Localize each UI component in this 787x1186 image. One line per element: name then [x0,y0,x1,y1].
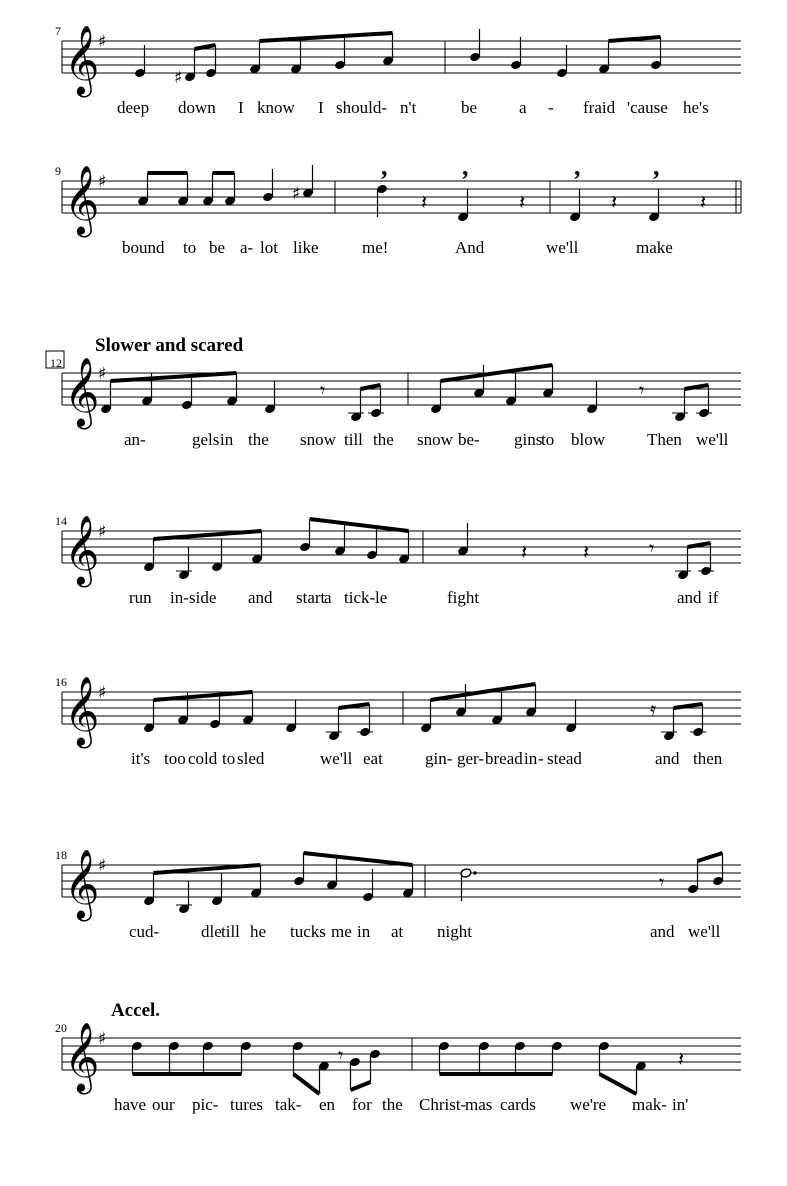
lyric-syllable: side [189,588,217,607]
beam [361,385,381,389]
lyric-syllable: Then [647,430,682,449]
staff-system-2 [55,152,741,257]
lyric-syllable: fraid [583,98,616,117]
lyric-syllable: we'll [546,238,579,257]
breath-mark: , [574,152,581,181]
beam [111,373,237,381]
lyric-syllable: I [318,98,324,117]
lyric-syllable: tak- [275,1095,302,1114]
eighth-rest: 𝄾 [639,378,645,402]
lyric-syllable: we're [570,1095,607,1114]
measure-number: 18 [55,848,67,862]
beam [685,385,709,389]
lyric-syllable: a- [240,238,254,257]
lyric-syllable: - [548,98,554,117]
lyric-syllable: start [296,588,326,607]
lyric-syllable: be [461,98,478,117]
lyric-syllable: our [152,1095,175,1114]
treble-clef: 𝄞 [64,357,100,427]
beam [600,1074,637,1094]
beam [698,853,723,861]
eighth-rest: 𝄾 [320,378,326,402]
lyric-syllable: bound [122,238,165,257]
lyric-syllable: me! [362,238,389,257]
lyric-syllable: make [636,238,673,257]
lyric-syllable: to [183,238,197,257]
key-signature-sharp: ♯ [98,522,107,542]
lyric-syllable: know [257,98,295,117]
key-signature-sharp: ♯ [98,683,107,703]
beam [351,1082,371,1090]
lyric-syllable: and [655,749,680,768]
lyric-syllable: till [344,430,363,449]
sixteenth-rest: 𝄿 [650,697,657,721]
key-signature-sharp: ♯ [98,32,107,52]
staff-system-6 [55,848,741,941]
lyric-syllable: me [331,922,352,941]
lyric-syllable: And [455,238,485,257]
lyric-syllable: fight [447,588,480,607]
lyric-syllable: should- [336,98,387,117]
measure-number: 7 [55,24,61,38]
lyric-syllable: deep [117,98,150,117]
lyric-syllable: at [391,922,404,941]
lyric-syllable: and [248,588,273,607]
lyric-syllable: ger- [457,749,485,768]
beam [688,543,711,547]
measure-number: 12 [50,356,62,370]
quarter-rest: 𝄽 [678,1047,685,1071]
lyric-syllable: in [220,430,234,449]
treble-clef: 𝄞 [64,1022,100,1092]
treble-clef: 𝄞 [64,165,100,235]
lyric-syllable: an- [124,430,146,449]
lyric-syllable: till [221,922,240,941]
treble-clef: 𝄞 [64,25,100,95]
lyric-syllable: a [324,588,332,607]
treble-clef: 𝄞 [64,676,100,746]
beam [154,531,262,539]
lyric-syllable: snow [300,430,336,449]
lyric-syllable: we'll [696,430,729,449]
lyric-syllable: stead [547,749,582,768]
measure-number: 14 [55,514,67,528]
lyric-syllable: eat [363,749,383,768]
lyric-syllable: sled [237,749,265,768]
lyric-syllable: mak- [632,1095,667,1114]
lyric-syllable: dle [201,922,222,941]
breath-mark: , [462,152,469,181]
lyric-syllable: the [382,1095,403,1114]
lyric-syllable: cold [188,749,218,768]
lyric-syllable: n't [400,98,417,117]
beam [609,37,661,41]
eighth-rest: 𝄾 [659,870,665,894]
lyric-syllable: cud- [129,922,160,941]
sharp-accidental: ♯ [292,184,301,204]
quarter-rest: 𝄽 [521,540,528,564]
beam [195,45,216,49]
lyric-syllable: we'll [688,922,721,941]
staff-system-1 [55,24,741,117]
sharp-accidental: ♯ [174,68,183,88]
lyric-syllable: the [373,430,394,449]
lyric-syllable: the [248,430,269,449]
quarter-rest: 𝄽 [519,190,526,214]
beam [154,865,261,873]
lyric-syllable: lot [260,238,278,257]
lyric-syllable: like [293,238,319,257]
beam [294,1074,320,1094]
dot [473,871,476,874]
lyric-syllable: in [524,749,538,768]
lyric-syllable: and [677,588,702,607]
lyric-syllable: bread [485,749,523,768]
lyric-syllable: night [437,922,472,941]
lyric-syllable: I [238,98,244,117]
lyric-syllable: tures [230,1095,264,1114]
lyric-syllable: and [650,922,675,941]
key-signature-sharp: ♯ [98,856,107,876]
lyric-syllable: 'cause [627,98,668,117]
lyric-syllable: cards [500,1095,536,1114]
lyric-syllable: gels [192,430,220,449]
lyric-syllable: he's [683,98,709,117]
lyric-syllable: gins [514,430,543,449]
lyric-syllable: tucks [290,922,326,941]
lyric-syllable: in' [672,1095,689,1114]
lyric-syllable: for [352,1095,372,1114]
quarter-rest: 𝄽 [700,190,707,214]
eighth-rest: 𝄾 [649,536,655,560]
lyric-syllable: en [319,1095,336,1114]
beam [674,704,703,708]
lyric-syllable: - [538,749,544,768]
beam [339,704,370,708]
key-signature-sharp: ♯ [98,1029,107,1049]
staff-system-4 [55,514,741,607]
measure-number: 20 [55,1021,67,1035]
eighth-rest: 𝄾 [338,1043,344,1067]
quarter-rest: 𝄽 [583,540,590,564]
lyric-syllable: blow [571,430,605,449]
lyric-syllable: mas [465,1095,493,1114]
beam [310,519,409,531]
staff-system-3 [46,335,741,449]
lyric-syllable: le [375,588,388,607]
lyric-syllable: gin- [425,749,453,768]
treble-clef: 𝄞 [64,849,100,919]
lyric-syllable: he [250,922,267,941]
lyric-syllable: to [222,749,236,768]
quarter-rest: 𝄽 [421,190,428,214]
staff-system-5 [55,675,741,768]
lyric-syllable: have [114,1095,147,1114]
quarter-rest: 𝄽 [611,190,618,214]
lyric-syllable: we'll [320,749,353,768]
measure-number: 9 [55,164,61,178]
breath-mark: , [653,152,660,181]
tempo-marking: Slower and scared [95,335,244,356]
lyric-syllable: it's [131,749,151,768]
lyric-syllable: run [129,588,152,607]
lyric-syllable: snow [417,430,453,449]
measure-number: 16 [55,675,67,689]
lyric-syllable: be [209,238,226,257]
staff-system-7 [55,1000,741,1114]
lyric-syllable: too [164,749,186,768]
lyric-syllable: in- [170,588,189,607]
lyric-syllable: in [357,922,371,941]
breath-mark: , [381,152,388,181]
lyric-syllable: be- [458,430,480,449]
tempo-marking: Accel. [111,1000,161,1021]
lyric-syllable: to [541,430,555,449]
lyric-syllable: then [693,749,723,768]
beam [260,33,393,41]
treble-clef: 𝄞 [64,515,100,585]
lyric-syllable: pic- [192,1095,219,1114]
lyric-syllable: down [178,98,216,117]
key-signature-sharp: ♯ [98,172,107,192]
lyric-syllable: tick- [344,588,376,607]
lyric-syllable: if [708,588,719,607]
beam [154,692,253,700]
lyric-syllable: Christ- [419,1095,467,1114]
key-signature-sharp: ♯ [98,364,107,384]
lyric-syllable: a [519,98,527,117]
beam [304,853,413,865]
